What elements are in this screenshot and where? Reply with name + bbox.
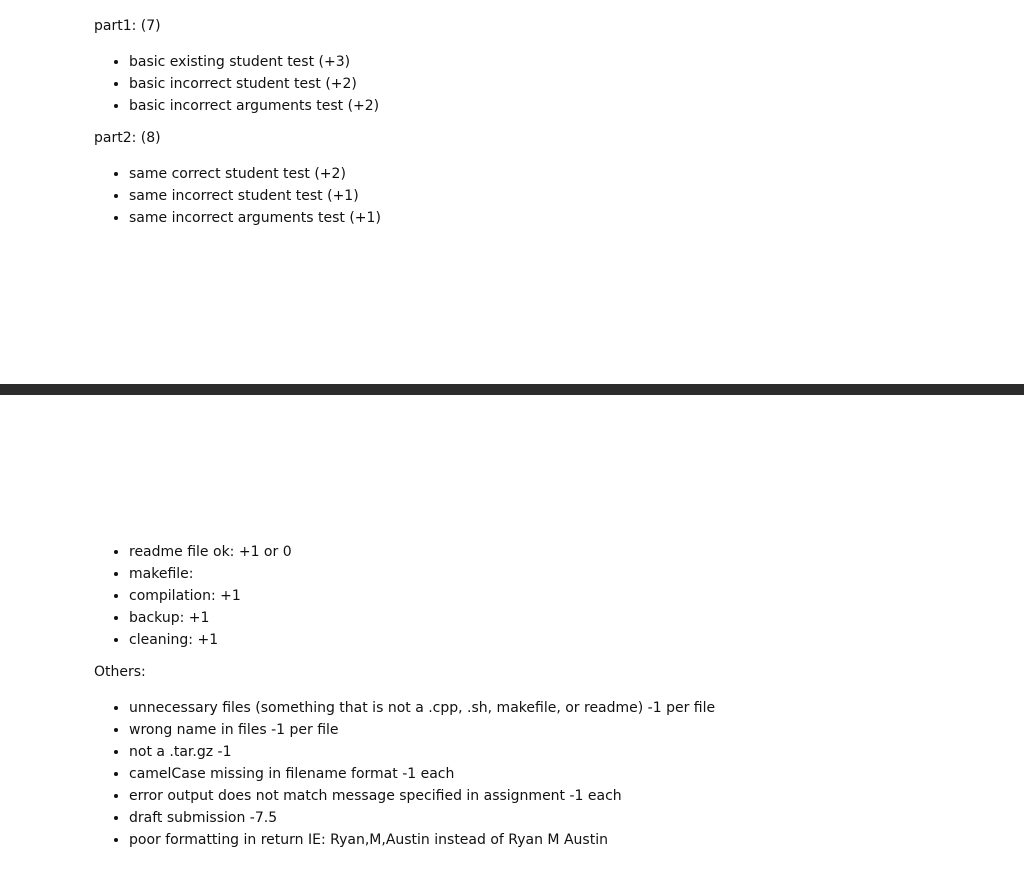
list-item: same incorrect student test (+1) <box>112 185 381 207</box>
part2-label: part2: (8) <box>94 130 161 146</box>
list-item: error output does not match message specified in assignment -1 each <box>112 785 715 807</box>
list-item: camelCase missing in filename format -1 each <box>112 763 715 785</box>
list-item: basic incorrect student test (+2) <box>112 73 379 95</box>
misc-list <box>112 541 292 651</box>
part1-list <box>112 51 379 117</box>
list-item: backup: +1 <box>112 607 292 629</box>
list-item: same incorrect arguments test (+1) <box>112 207 381 229</box>
list-item: basic existing student test (+3) <box>112 51 379 73</box>
list-item: makefile: <box>112 563 292 585</box>
list-item: wrong name in files -1 per file <box>112 719 715 741</box>
part1-label: part1: (7) <box>94 18 161 34</box>
part2-list <box>112 163 381 229</box>
list-item: draft submission -7.5 <box>112 807 715 829</box>
list-item: not a .tar.gz -1 <box>112 741 715 763</box>
list-item: unnecessary files (something that is not a .cpp, .sh, makefile, or readme) -1 per file <box>112 697 715 719</box>
list-item: readme file ok: +1 or 0 <box>112 541 292 563</box>
others-list <box>112 697 715 851</box>
list-item: poor formatting in return IE: Ryan,M,Austin instead of Ryan M Austin <box>112 829 715 851</box>
list-item: same correct student test (+2) <box>112 163 381 185</box>
list-item: cleaning: +1 <box>112 629 292 651</box>
list-item: compilation: +1 <box>112 585 292 607</box>
page-break-divider <box>0 384 1024 395</box>
list-item: basic incorrect arguments test (+2) <box>112 95 379 117</box>
others-label: Others: <box>94 664 146 680</box>
